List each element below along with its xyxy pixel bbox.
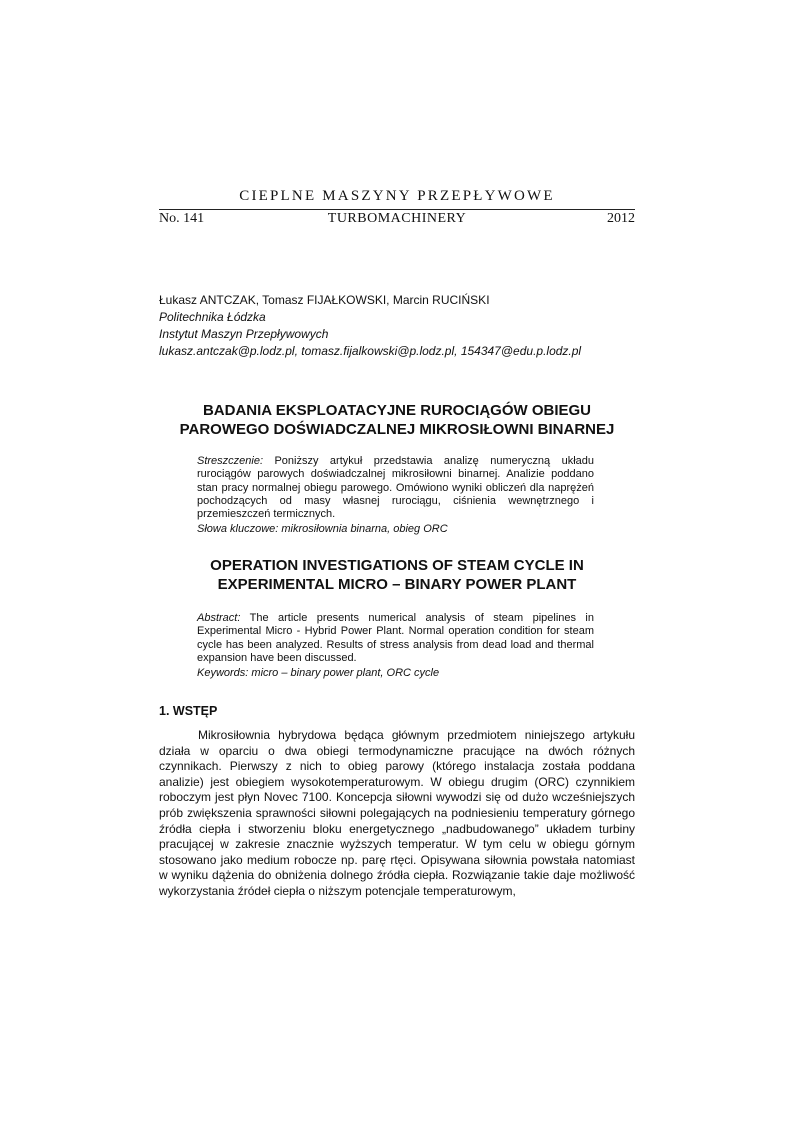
header-rule: [159, 209, 635, 210]
author-institute: Instytut Maszyn Przepływowych: [159, 327, 329, 341]
abstract-pl-body: Poniższy artykuł przedstawia analizę numeryczną układu rurociągów parowych doświadczalnej mikrosiłowni binarnej. Analizie poddano stan pracy normalnej obiegu parowego. Omówiono wyniki obliczeń dla naprężeń pochodzących od masy własnej rurociągu, ciśnienia wewnętrznego i przemieszczeń termicznych.: [197, 455, 594, 521]
keywords-polish: Słowa kluczowe: mikrosiłownia binarna, obieg ORC: [197, 523, 448, 536]
section-heading-introduction: 1. WSTĘP: [159, 704, 218, 718]
abstract-pl-text: [197, 455, 594, 521]
journal-subtitle: TURBOMACHINERY: [327, 211, 467, 226]
abstract-en-text: [197, 612, 594, 665]
abstract-english: [197, 612, 594, 680]
title-en-line-2: EXPERIMENTAL MICRO – BINARY POWER PLANT: [217, 576, 577, 593]
abstract-en-body: The article presents numerical analysis of steam pipelines in Experimental Micro - Hybrid Power Plant. Normal operation condition for steam cycle has been analyzed. Results of stress analysis from dead load and thermal expansion have been discussed.: [197, 612, 594, 664]
author-names: Łukasz ANTCZAK, Tomasz FIJAŁKOWSKI, Marcin RUCIŃSKI: [159, 293, 490, 307]
body-paragraph: Mikrosiłownia hybrydowa będąca głównym przedmiotem niniejszego artykułu działa w oparciu o dwa obiegi termodynamiczne pracujące na dwóch różnych czynnikach. Pierwszy z nich to obieg parowy (którego instalacja została poddana analizie) jest obiegiem wysokotemperaturowym. W obiegu drugim (ORC) czynnikiem roboczym jest płyn Novec 7100. Koncepcja siłowni wywodzi się od dużo wcześniejszych prób zwiększenia sprawności siłowni polegających na podniesieniu temperatury górnego źródła ciepła i stworzeniu bloku energetycznego „nadbudowanego” układem turbiny pracującej w zakresie znacznie wyższych temperatur. W tym celu w obiegu górnym stosowano jako medium robocze np. parę rtęci. Opisywana siłownia powstała natomiast w wyniku dążenia do obniżenia dolnego źródła ciepła. Rozwiązanie takie daje możliwość wykorzystania źródeł ciepła o niższym potencjale temperaturowym,: [159, 728, 635, 898]
journal-year: 2012: [607, 211, 635, 226]
author-block: [159, 292, 635, 360]
abstract-polish: [197, 455, 594, 537]
journal-number: No. 141: [159, 211, 205, 226]
author-university: Politechnika Łódzka: [159, 310, 266, 324]
paper-title-english: [159, 556, 635, 594]
keywords-english: Keywords: micro – binary power plant, ORC cycle: [197, 667, 440, 680]
author-emails: lukasz.antczak@p.lodz.pl, tomasz.fijalkowski@p.lodz.pl, 154347@edu.p.lodz.pl: [159, 344, 582, 358]
abstract-pl-label: Streszczenie:: [197, 455, 264, 467]
title-pl-line-1: BADANIA EKSPLOATACYJNE RUROCIĄGÓW OBIEGU: [202, 402, 592, 419]
title-pl-line-2: PAROWEGO DOŚWIADCZALNEJ MIKROSIŁOWNI BINARNEJ: [179, 421, 615, 438]
journal-title: CIEPLNE MASZYNY PRZEPŁYWOWE: [239, 188, 555, 204]
title-en-line-1: OPERATION INVESTIGATIONS OF STEAM CYCLE IN: [210, 557, 584, 574]
journal-info-row: [159, 211, 635, 229]
paper-title-polish: [159, 401, 635, 439]
abstract-en-label: Abstract:: [197, 612, 241, 624]
